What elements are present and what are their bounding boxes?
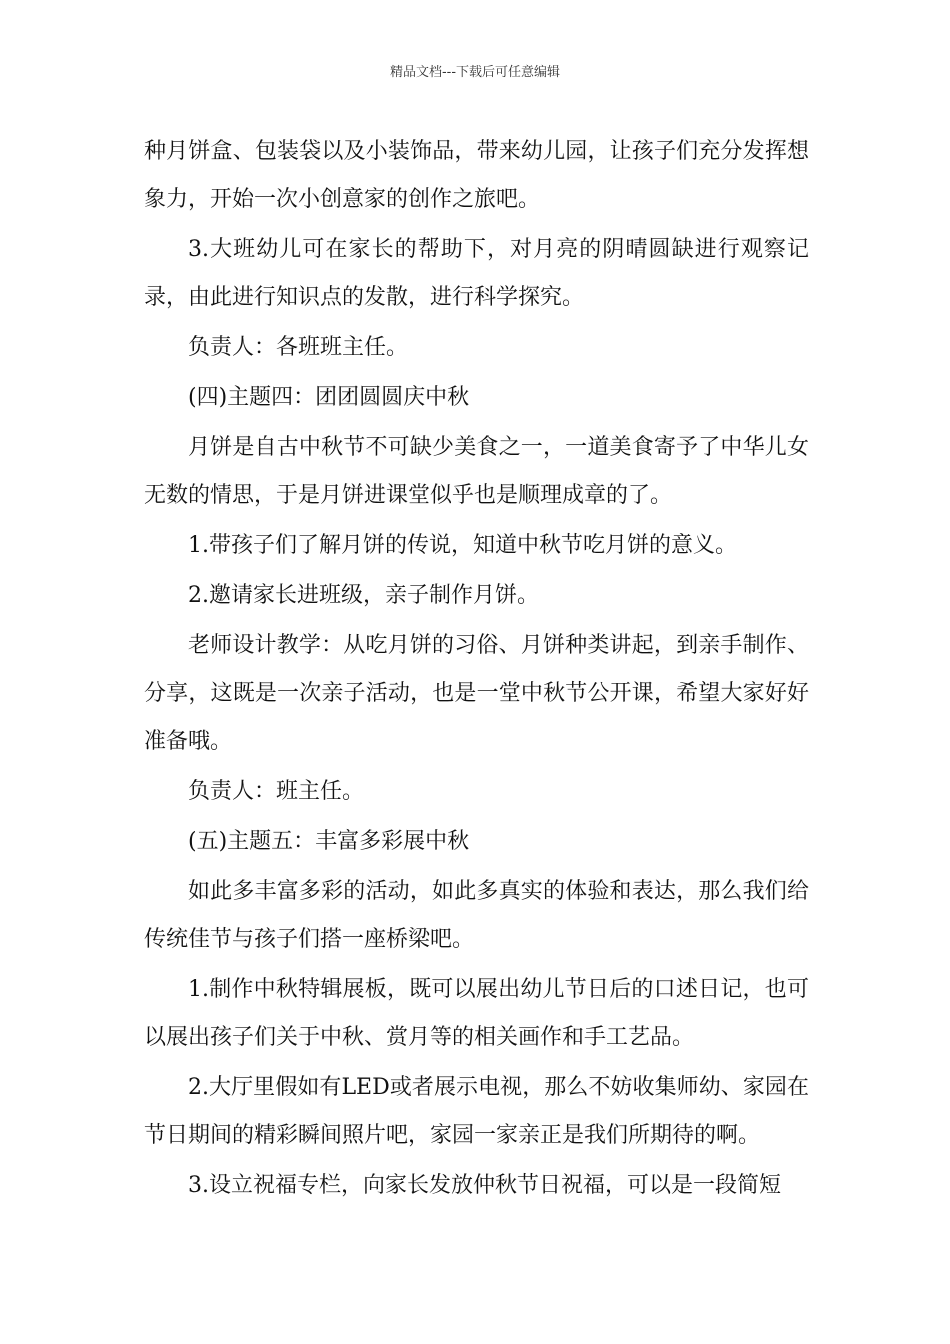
paragraph-9: 负责人：班主任。	[188, 779, 365, 804]
paragraph-12: 1.制作中秋特辑展板，既可以展出幼儿节日后的口述日记，也可以展出孩子们关于中秋、赏月等的相关画作和手工艺品。	[144, 977, 809, 1050]
paragraph-14: 3.设立祝福专栏，向家长发放仲秋节日祝福，可以是一段简短	[188, 1173, 781, 1198]
paragraph-1: 种月饼盒、包装袋以及小装饰品，带来幼儿园，让孩子们充分发挥想象力，开始一次小创意家的创作之旅吧。	[144, 139, 809, 212]
paragraph-7: 2.邀请家长进班级，亲子制作月饼。	[188, 583, 539, 608]
paragraph-13: 2.大厅里假如有LED或者展示电视，那么不妨收集师幼、家园在节日期间的精彩瞬间照片吧，家园一家亲正是我们所期待的啊。	[144, 1075, 809, 1148]
paragraph-6: 1.带孩子们了解月饼的传说，知道中秋节吃月饼的意义。	[188, 533, 737, 558]
document-body	[144, 128, 809, 1212]
paragraph-11: 如此多丰富多彩的活动，如此多真实的体验和表达，那么我们给传统佳节与孩子们搭一座桥梁吧。	[144, 879, 809, 952]
section-heading-5: (五)主题五：丰富多彩展中秋	[188, 829, 470, 854]
page-header: 精品文档---下载后可任意编辑	[389, 65, 561, 80]
paragraph-8: 老师设计教学：从吃月饼的习俗、月饼种类讲起，到亲手制作、分享，这既是一次亲子活动，也是一堂中秋节公开课，希望大家好好准备哦。	[144, 633, 809, 754]
section-heading-4: (四)主题四：团团圆圆庆中秋	[188, 385, 470, 410]
paragraph-2: 3.大班幼儿可在家长的帮助下，对月亮的阴晴圆缺进行观察记录，由此进行知识点的发散，进行科学探究。	[144, 237, 809, 310]
paragraph-3: 负责人：各班班主任。	[188, 335, 409, 360]
paragraph-5: 月饼是自古中秋节不可缺少美食之一，一道美食寄予了中华儿女无数的情思，于是月饼进课堂似乎也是顺理成章的了。	[144, 435, 809, 508]
